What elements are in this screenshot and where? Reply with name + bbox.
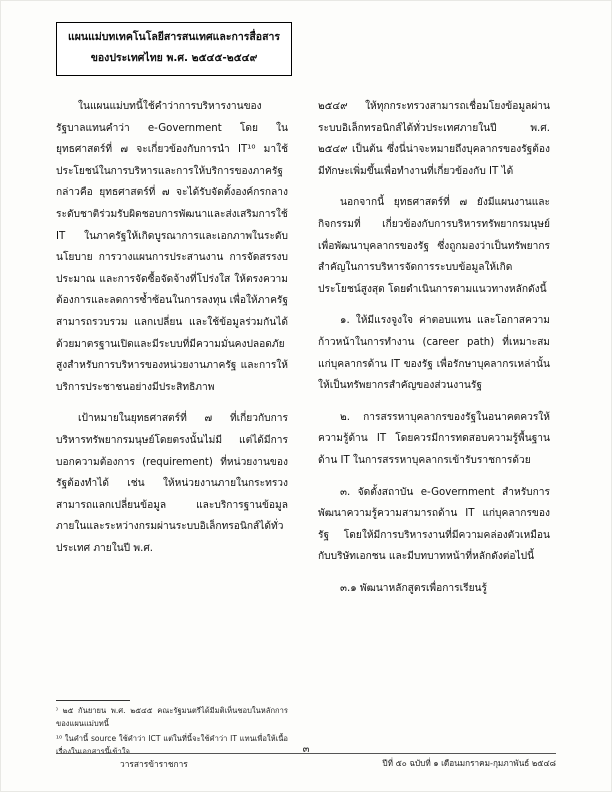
body-column-left bbox=[56, 96, 288, 559]
footnote-1: ⁾ ๒๕ กันยายน พ.ศ. ๒๕๔๕ คณะรัฐมนตรีได้มีมติเห็นชอบในหลักการของแผนแม่บทนี้ bbox=[56, 706, 288, 728]
paragraph: ๒. การสรรหาบุคลากรของรัฐในอนาคตควรให้ความรู้ด้าน IT โดยควรมีการทดสอบความรู้พื้นฐานด้าน IT ในการสรรหาบุคลากรเข้ารับราชการด้วย bbox=[318, 411, 550, 466]
article-title-box bbox=[56, 22, 292, 76]
footnote-divider bbox=[56, 700, 130, 701]
article-title-line-2: ของประเทศไทย พ.ศ. ๒๕๔๕-๒๕๔๙ bbox=[90, 52, 258, 64]
paragraph: ๒๕๔๙ ให้ทุกกระทรวงสามารถเชื่อมโยงข้อมูลผ่านระบบอิเล็กทรอนิกส์ได้ทั่วประเทศภายในปี พ.ศ. ๒๕๔๙ เป็นต้น ซึ่งนี่น่าจะหมายถึงบุคลากรของรัฐต้องมีทักษะเพิ่มขึ้นเพื่อทำงานที่เกี่ยวข้องกับ IT ได้ bbox=[318, 101, 550, 177]
body-column-right bbox=[318, 96, 550, 599]
footer-journal-name: วารสารข้าราชการ bbox=[120, 759, 188, 769]
paragraph: นอกจากนี้ ยุทธศาสตร์ที่ ๗ ยังมีแผนงานและกิจกรรมที่ เกี่ยวข้องกับการบริหารทรัพยากรมนุษย์ เพื่อพัฒนาบุคลากรของรัฐ ซึ่งถูกมองว่าเป็นทรัพยากรสำคัญในการบริหารจัดการระบบข้อมูลให้เกิดประโยชน์สูงสุด โดยดำเนินการตามแนวทางหลักดังนี้ bbox=[318, 197, 550, 295]
footer-issue-info: ปีที่ ๕๐ ฉบับที่ ๑ เดือนมกราคม-กุมภาพันธ์ ๒๕๔๘ bbox=[382, 758, 556, 768]
article-title-line-1: แผนแม่บทเทคโนโลยีสารสนเทศและการสื่อสาร bbox=[67, 31, 281, 43]
paragraph: เป้าหมายในยุทธศาสตร์ที่ ๗ ที่เกี่ยวกับการบริหารทรัพยากรมนุษย์โดยตรงนั้นไม่มี แต่ได้มีการบอกความต้องการ (requirement) ที่หน่วยงานของรัฐต้องทำได้ เช่น ให้หน่วยงานภายในกระทรวงสามารถแลกเปลี่ยนข้อมูล และบริการฐานข้อมูลภายในและระหว่างกรมผ่านระบบอิเล็กทรอนิกส์ได้ทั่วประเทศ ภายในปี พ.ศ. bbox=[56, 413, 288, 554]
page-number: ๓ bbox=[302, 744, 310, 755]
paragraph: ในแผนแม่บทนี้ใช้คำว่าการบริหารงานของรัฐบาลแทนคำว่า e-Government โดย ในยุทธศาสตร์ที่ ๗ จะเกี่ยวข้องกับการนำ IT¹⁰ มาใช้ประโยชน์ในการบริหารและการให้บริการของภาครัฐ กล่าวคือ ยุทธศาสตร์ที่ ๗ จะได้รับจัดตั้งองค์กรกลางระดับชาติร่วมรับผิดชอบการพัฒนาและส่งเสริมการใช้ IT ในภาครัฐให้เกิดบูรณาการและเอกภาพในระดับนโยบาย การวางแผนการประสานงาน การจัดสรรงบประมาณ และการจัดซื้อจัดจ้างที่โปร่งใส ให้ตรงความต้องการและลดการซ้ำซ้อนในการลงทุน เพื่อให้ภาครัฐสามารถรวบรวม แลกเปลี่ยน และใช้ข้อมูลร่วมกันได้ ด้วยมาตรฐานเปิดและมีระบบที่มีความมั่นคงปลอดภัยสูงสำหรับการบริหารของหน่วยงานภาครัฐ และการให้บริการประชาชนอย่างมีประสิทธิภาพ bbox=[56, 101, 288, 393]
paragraph: ๑. ให้มีแรงจูงใจ ค่าตอบแทน และโอกาสความก้าวหน้าในการทำงาน (career path) ที่เหมาะสม แก่บุคลากรด้าน IT ของรัฐ เพื่อรักษาบุคลากรเหล่านั้นให้เป็นทรัพยากรสำคัญของส่วนงานรัฐ bbox=[318, 315, 550, 392]
paragraph: ๓. จัดตั้งสถาบัน e-Government สำหรับการพัฒนาความรู้ความสามารถด้าน IT แก่บุคลากรของรัฐ โดยให้มีการบริหารงานที่มีความคล่องตัวเหมือนกับบริษัทเอกชน และมีบทบาทหน้าที่หลักดังต่อไปนี้ bbox=[318, 486, 550, 563]
paragraph: ๓.๑ พัฒนาหลักสูตรเพื่อการเรียนรู้ bbox=[340, 582, 487, 594]
footer-divider bbox=[56, 753, 556, 754]
footnote-2: ¹⁰ ในคำนี้ source ใช้คำว่า ICT แต่ในที่นี้จะใช้คำว่า IT แทนเพื่อให้เนื้อเรื่องในเอกสารนี้เข้าใจ bbox=[56, 734, 288, 756]
